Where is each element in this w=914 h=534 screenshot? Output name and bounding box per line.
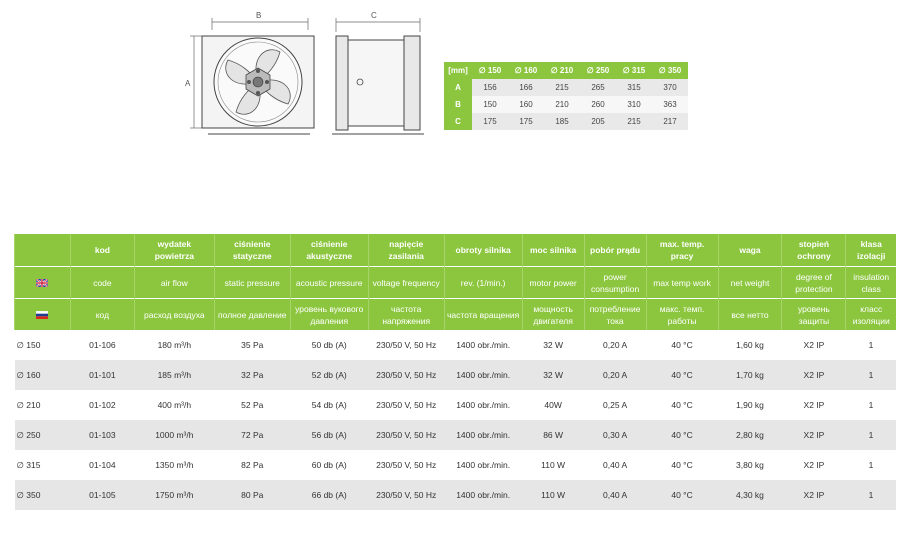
table-cell: 1400 obr./min. bbox=[444, 360, 522, 390]
dims-col-header: ∅ 250 bbox=[580, 62, 616, 79]
table-cell: 3,80 kg bbox=[718, 450, 782, 480]
table-cell: X2 IP bbox=[782, 390, 846, 420]
header-cell: degree of protection bbox=[782, 267, 846, 299]
header-cell: класс изоляции bbox=[846, 299, 896, 331]
table-cell: X2 IP bbox=[782, 480, 846, 510]
table-cell: 40 °C bbox=[646, 450, 718, 480]
table-cell: 1400 obr./min. bbox=[444, 390, 522, 420]
row-diameter-cell: ∅ 150 bbox=[15, 330, 71, 360]
table-cell: X2 IP bbox=[782, 330, 846, 360]
dims-row bbox=[444, 96, 688, 113]
table-cell: 82 Pa bbox=[214, 450, 290, 480]
table-cell: 0,40 A bbox=[584, 480, 646, 510]
dims-cell: 215 bbox=[616, 113, 652, 130]
dims-cell: 160 bbox=[508, 96, 544, 113]
header-cell: ciśnienie akustyczne bbox=[290, 234, 368, 267]
table-row bbox=[15, 450, 897, 480]
row-diameter-cell: ∅ 210 bbox=[15, 390, 71, 420]
table-cell: 230/50 V, 50 Hz bbox=[368, 450, 444, 480]
dims-col-header: ∅ 160 bbox=[508, 62, 544, 79]
table-row bbox=[15, 360, 897, 390]
header-cell: потребление тока bbox=[584, 299, 646, 331]
dims-cell: 363 bbox=[652, 96, 688, 113]
dimension-a-label: A bbox=[185, 79, 191, 88]
table-cell: 52 db (A) bbox=[290, 360, 368, 390]
dims-cell: 217 bbox=[652, 113, 688, 130]
row-diameter-cell: ∅ 160 bbox=[15, 360, 71, 390]
table-cell: 1 bbox=[846, 390, 896, 420]
table-cell: 1000 m³/h bbox=[134, 420, 214, 450]
russia-flag-icon bbox=[15, 299, 71, 331]
dims-corner-header: [mm] bbox=[444, 62, 472, 79]
table-row bbox=[15, 330, 897, 360]
row-diameter-cell: ∅ 315 bbox=[15, 450, 71, 480]
table-cell: X2 IP bbox=[782, 420, 846, 450]
header-row-english bbox=[15, 267, 897, 299]
dims-cell: 315 bbox=[616, 79, 652, 96]
table-cell: 40 °C bbox=[646, 420, 718, 450]
header-cell: moc silnika bbox=[522, 234, 584, 267]
table-cell: 230/50 V, 50 Hz bbox=[368, 390, 444, 420]
table-cell: 35 Pa bbox=[214, 330, 290, 360]
table-cell: 110 W bbox=[522, 480, 584, 510]
table-cell: 230/50 V, 50 Hz bbox=[368, 420, 444, 450]
table-cell: 1 bbox=[846, 420, 896, 450]
table-cell: 1 bbox=[846, 360, 896, 390]
dims-cell: 370 bbox=[652, 79, 688, 96]
table-cell: 1350 m³/h bbox=[134, 450, 214, 480]
table-cell: 40 °C bbox=[646, 480, 718, 510]
header-cell: max temp work bbox=[646, 267, 718, 299]
dims-cell: 210 bbox=[544, 96, 580, 113]
header-cell: klasa izolacji bbox=[846, 234, 896, 267]
table-cell: X2 IP bbox=[782, 360, 846, 390]
dims-cell: 310 bbox=[616, 96, 652, 113]
header-cell: code bbox=[70, 267, 134, 299]
table-row bbox=[15, 420, 897, 450]
table-cell: 230/50 V, 50 Hz bbox=[368, 360, 444, 390]
header-cell: napięcie zasilania bbox=[368, 234, 444, 267]
header-cell: acoustic pressure bbox=[290, 267, 368, 299]
table-cell: 40 °C bbox=[646, 330, 718, 360]
dims-row-label: C bbox=[444, 113, 472, 130]
table-cell: 32 W bbox=[522, 330, 584, 360]
table-cell: 0,30 A bbox=[584, 420, 646, 450]
table-cell: 50 db (A) bbox=[290, 330, 368, 360]
table-cell: 2,80 kg bbox=[718, 420, 782, 450]
header-cell: voltage frequency bbox=[368, 267, 444, 299]
table-cell: 1 bbox=[846, 330, 896, 360]
dims-row-label: A bbox=[444, 79, 472, 96]
header-cell: уровень вукового давления bbox=[290, 299, 368, 331]
row-diameter-cell: ∅ 350 bbox=[15, 480, 71, 510]
header-cell: static pressure bbox=[214, 267, 290, 299]
table-cell: 180 m³/h bbox=[134, 330, 214, 360]
table-cell: 60 db (A) bbox=[290, 450, 368, 480]
table-cell: 0,20 A bbox=[584, 360, 646, 390]
table-cell: 80 Pa bbox=[214, 480, 290, 510]
table-cell: 01-103 bbox=[70, 420, 134, 450]
uk-flag-icon bbox=[15, 267, 71, 299]
table-cell: 54 db (A) bbox=[290, 390, 368, 420]
header-cell: stopień ochrony bbox=[782, 234, 846, 267]
table-row bbox=[15, 480, 897, 510]
dims-cell: 150 bbox=[472, 96, 508, 113]
dims-cell: 185 bbox=[544, 113, 580, 130]
table-cell: 56 db (A) bbox=[290, 420, 368, 450]
table-cell: 1400 obr./min. bbox=[444, 330, 522, 360]
table-cell: 01-102 bbox=[70, 390, 134, 420]
header-cell: уровень защиты bbox=[782, 299, 846, 331]
table-cell: 01-101 bbox=[70, 360, 134, 390]
dims-cell: 175 bbox=[508, 113, 544, 130]
table-cell: 66 db (A) bbox=[290, 480, 368, 510]
header-cell: net weight bbox=[718, 267, 782, 299]
fan-side-view-drawing bbox=[328, 8, 428, 138]
dims-cell: 260 bbox=[580, 96, 616, 113]
header-row-polish bbox=[15, 234, 897, 267]
table-row bbox=[15, 390, 897, 420]
header-cell: insulation class bbox=[846, 267, 896, 299]
table-cell: X2 IP bbox=[782, 450, 846, 480]
specification-table bbox=[14, 234, 896, 510]
table-cell: 32 Pa bbox=[214, 360, 290, 390]
dims-col-header: ∅ 315 bbox=[616, 62, 652, 79]
header-cell: waga bbox=[718, 234, 782, 267]
table-cell: 400 m³/h bbox=[134, 390, 214, 420]
row-diameter-cell: ∅ 250 bbox=[15, 420, 71, 450]
dims-cell: 166 bbox=[508, 79, 544, 96]
dims-col-header: ∅ 350 bbox=[652, 62, 688, 79]
header-cell: код bbox=[70, 299, 134, 331]
header-cell: расход воздуха bbox=[134, 299, 214, 331]
table-cell: 110 W bbox=[522, 450, 584, 480]
table-cell: 72 Pa bbox=[214, 420, 290, 450]
table-cell: 1 bbox=[846, 450, 896, 480]
header-cell: power consumption bbox=[584, 267, 646, 299]
header-cell: полное давление bbox=[214, 299, 290, 331]
header-cell: частота напряжения bbox=[368, 299, 444, 331]
table-cell: 230/50 V, 50 Hz bbox=[368, 330, 444, 360]
dims-row bbox=[444, 79, 688, 96]
table-cell: 185 m³/h bbox=[134, 360, 214, 390]
dims-cell: 215 bbox=[544, 79, 580, 96]
header-cell: air flow bbox=[134, 267, 214, 299]
table-cell: 40W bbox=[522, 390, 584, 420]
header-cell: max. temp. pracy bbox=[646, 234, 718, 267]
table-cell: 0,20 A bbox=[584, 330, 646, 360]
table-cell: 1750 m³/h bbox=[134, 480, 214, 510]
header-row-russian bbox=[15, 299, 897, 331]
table-cell: 86 W bbox=[522, 420, 584, 450]
header-cell: pobór prądu bbox=[584, 234, 646, 267]
dims-cell: 205 bbox=[580, 113, 616, 130]
dims-cell: 265 bbox=[580, 79, 616, 96]
header-cell: wydatek powietrza bbox=[134, 234, 214, 267]
header-cell: motor power bbox=[522, 267, 584, 299]
dims-cell: 175 bbox=[472, 113, 508, 130]
table-cell: 40 °C bbox=[646, 360, 718, 390]
table-cell: 01-104 bbox=[70, 450, 134, 480]
header-empty-cell bbox=[15, 234, 71, 267]
table-cell: 230/50 V, 50 Hz bbox=[368, 480, 444, 510]
fan-front-view-drawing bbox=[180, 8, 330, 138]
dims-row bbox=[444, 113, 688, 130]
header-cell: мощность двигателя bbox=[522, 299, 584, 331]
table-cell: 32 W bbox=[522, 360, 584, 390]
header-cell: макс. темп. работы bbox=[646, 299, 718, 331]
dims-cell: 156 bbox=[472, 79, 508, 96]
header-cell: ciśnienie statyczne bbox=[214, 234, 290, 267]
header-cell: частота вращения bbox=[444, 299, 522, 331]
table-cell: 0,25 A bbox=[584, 390, 646, 420]
table-cell: 52 Pa bbox=[214, 390, 290, 420]
dims-col-header: ∅ 150 bbox=[472, 62, 508, 79]
table-cell: 01-105 bbox=[70, 480, 134, 510]
header-cell: все нетто bbox=[718, 299, 782, 331]
dimension-b-label: B bbox=[256, 11, 262, 20]
header-cell: kod bbox=[70, 234, 134, 267]
table-cell: 40 °C bbox=[646, 390, 718, 420]
table-cell: 1 bbox=[846, 480, 896, 510]
header-cell: obroty silnika bbox=[444, 234, 522, 267]
table-cell: 1,70 kg bbox=[718, 360, 782, 390]
table-cell: 1,60 kg bbox=[718, 330, 782, 360]
table-cell: 1,90 kg bbox=[718, 390, 782, 420]
dims-col-header: ∅ 210 bbox=[544, 62, 580, 79]
table-cell: 4,30 kg bbox=[718, 480, 782, 510]
dims-row-label: B bbox=[444, 96, 472, 113]
dimensions-table bbox=[444, 62, 688, 130]
table-cell: 1400 obr./min. bbox=[444, 450, 522, 480]
table-cell: 1400 obr./min. bbox=[444, 420, 522, 450]
table-cell: 1400 obr./min. bbox=[444, 480, 522, 510]
table-cell: 0,40 A bbox=[584, 450, 646, 480]
table-cell: 01-106 bbox=[70, 330, 134, 360]
header-cell: rev. (1/min.) bbox=[444, 267, 522, 299]
dimension-c-label: C bbox=[371, 11, 377, 20]
